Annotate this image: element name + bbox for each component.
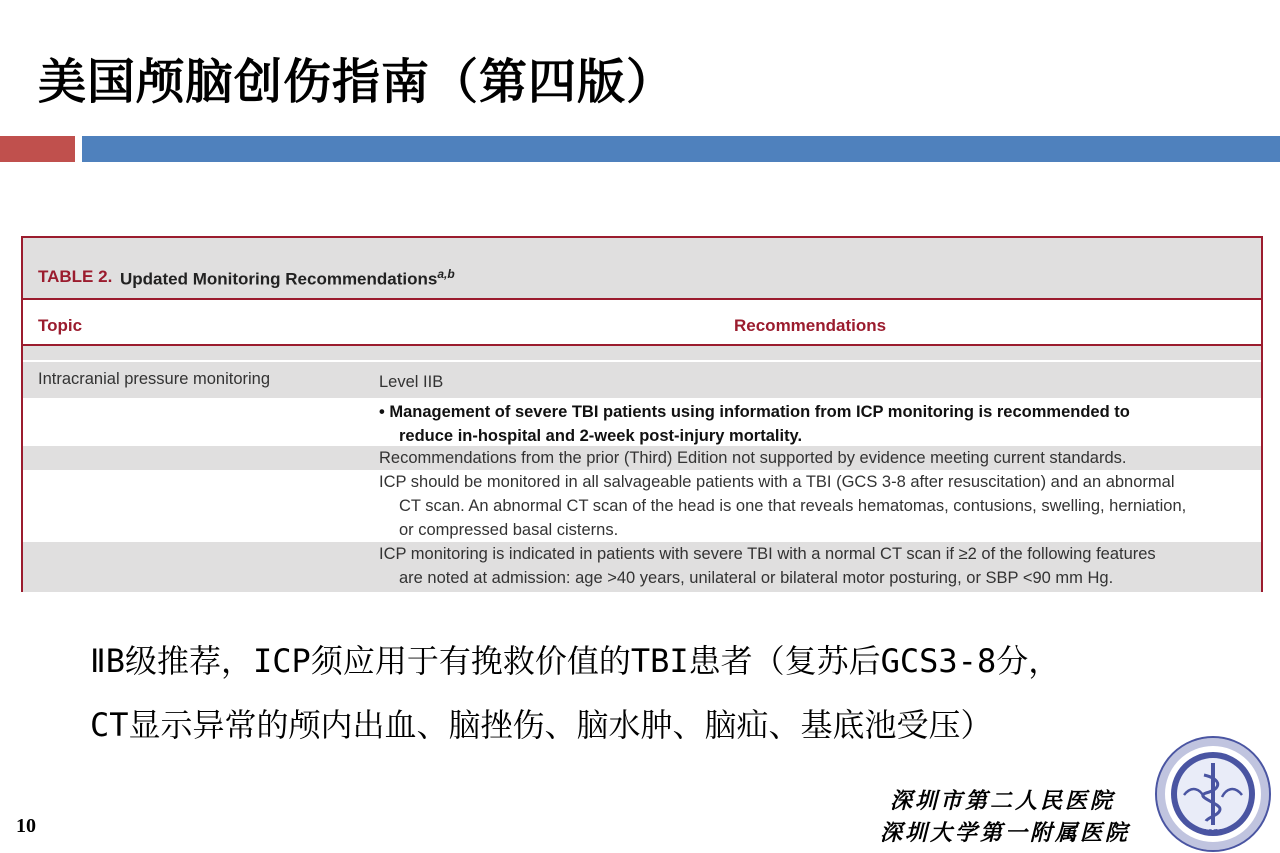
table-caption-text: Updated Monitoring Recommendations$^{a,b}$ (120, 267, 455, 289)
table-row (23, 398, 1261, 446)
row-recommendation: • Management of severe TBI patients using information from ICP monitoring is recommended to reduce in-hospital and 2-week post-injury mortality. (379, 403, 1130, 445)
table-row (23, 470, 1261, 542)
recommendations-table (21, 236, 1263, 592)
table-spacer (23, 346, 1261, 360)
column-topic: Topic (38, 316, 83, 335)
slide-title: 美国颅脑创伤指南（第四版） (38, 54, 676, 110)
table-caption (23, 238, 1261, 300)
table-row (23, 542, 1261, 592)
row-recommendation: Recommendations from the prior (Third) Edition not supported by evidence meeting current standards. (379, 449, 1127, 467)
title-bar-red (0, 136, 75, 162)
column-recommendations: Recommendations (734, 316, 887, 335)
row-recommendation: ICP monitoring is indicated in patients with severe TBI with a normal CT scan if ≥2 of the following features are noted at admission: age >40 years, unilateral or bilateral motor posturing, or SBP <90 mm Hg. (379, 545, 1156, 587)
table-row (23, 362, 1261, 398)
hospital-name-1: 深圳市第二人民医院 (889, 788, 1115, 814)
hospital-name-2: 深圳大学第一附属医院 (879, 820, 1130, 846)
note-line-1: ⅡB级推荐，ICP须应用于有挽救价值的TBI患者（复苏后GCS3-8分， (90, 642, 1061, 680)
table-header (23, 300, 1261, 346)
row-topic: Intracranial pressure monitoring (38, 370, 271, 388)
row-recommendation: Level IIB (379, 373, 444, 391)
logo-year: 1979 (1202, 828, 1224, 837)
page-number: 10 (16, 815, 36, 837)
title-bar-blue (82, 136, 1280, 162)
note-line-2: CT显示异常的颅内出血、脑挫伤、脑水肿、脑疝、基底池受压） (90, 706, 993, 744)
caption-superscript: a,b (437, 267, 455, 281)
table-label: TABLE 2. (38, 267, 113, 286)
table-row (23, 446, 1261, 470)
hospital-emblem-icon (1154, 735, 1272, 853)
row-recommendation: ICP should be monitored in all salvageable patients with a TBI (GCS 3-8 after resuscitation) and an abnormal CT scan. An abnormal CT scan of the head is one that reveals hematomas, contusions, swelling, herniation, or compressed basal cisterns. (379, 473, 1187, 539)
